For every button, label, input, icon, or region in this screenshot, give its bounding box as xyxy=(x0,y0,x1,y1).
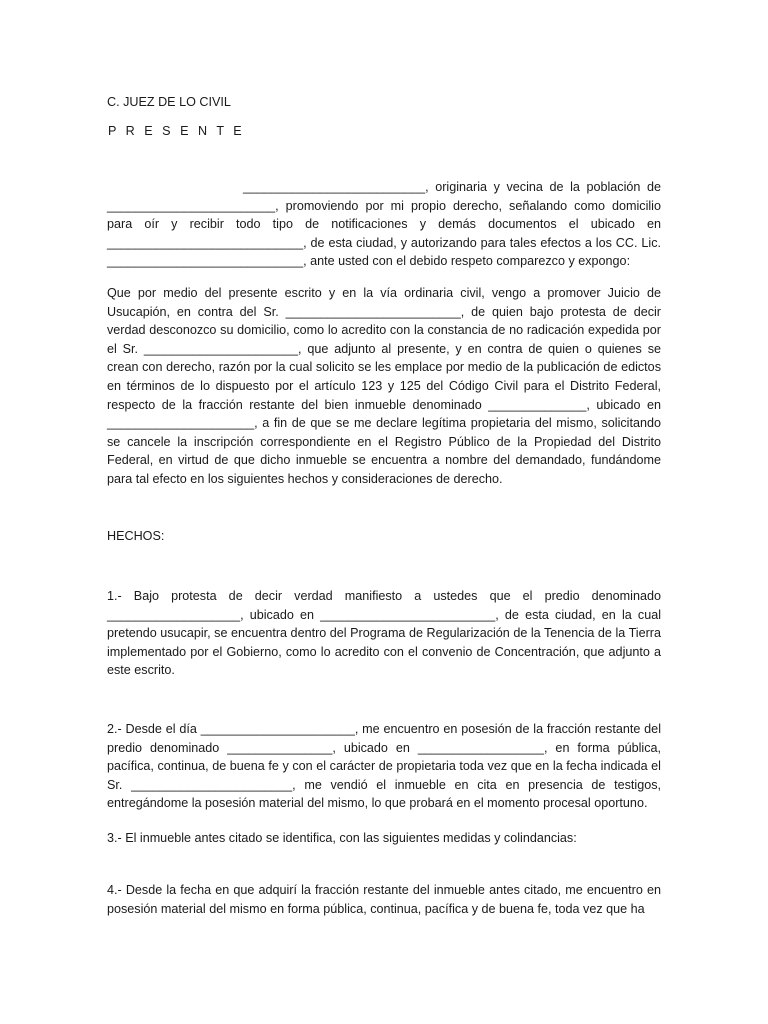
hecho-1-paragraph: 1.- Bajo protesta de decir verdad manifiesto a ustedes que el predio denominado ___________________, ubicado en _________________________, de esta ciudad, en la cual pretendo usucapir, se encuentra dentro del Programa de Regularización de la Tenencia de la Tierra implementado por el Gobierno, como lo acredito con el convenio de Concentración, que adjunto a este escrito. xyxy=(107,589,661,678)
intro-paragraph: __________________________, originaria y vecina de la población de ________________________, promoviendo por mi propio derecho, señalando como domicilio para oír y recibir todo tipo de notificaciones y demás documentos el ubicado en ____________________________, de esta ciudad, y autorizando para tales efectos a los CC. Lic. ____________________________, ante usted con el debido respeto comparezco y expongo: xyxy=(107,180,661,269)
presente-line: P R E S E N T E xyxy=(108,124,245,138)
request-paragraph: Que por medio del presente escrito y en la vía ordinaria civil, vengo a promover Juicio de Usucapión, en contra del Sr. _________________________, de quien bajo protesta de decir verdad desconozco su domicilio, como lo acredito con la constancia de no radicación expedida por el Sr. ______________________, que adjunto al presente, y en contra de quien o quienes se crean con derecho, razón por la cual solicito se les emplace por medio de la publicación de edictos en términos de lo dispuesto por el artículo 123 y 125 del Código Civil para el Distrito Federal, respecto de la fracción restante del bien inmueble denominado ______________, ubicado en _____________________, a fin de que se me declare legítima propietaria del mismo, solicitando se cancele la inscripción correspondiente en el Registro Público de la Propiedad del Distrito Federal, en virtud de que dicho inmueble se encuentra a nombre del demandado, fundándome para tal efecto en los siguientes hechos y consideraciones de derecho. xyxy=(107,286,661,486)
hechos-heading: HECHOS: xyxy=(107,529,165,543)
hecho-2-paragraph: 2.- Desde el día ______________________, me encuentro en posesión de la fracción restante del predio denominado _______________, ubicado en __________________, en forma pública, pacífica, continua, de buena fe y con el carácter de propietaria toda vez que en la fecha indicada el Sr. _______________________, me vendió el inmueble en cita en presencia de testigos, entregándome la posesión material del mismo, lo que probará en el momento procesal oportuno. xyxy=(107,722,661,811)
addressee-line: C. JUEZ DE LO CIVIL xyxy=(107,95,231,109)
hecho-4-paragraph: 4.- Desde la fecha en que adquirí la fracción restante del inmueble antes citado, me encuentro en posesión material del mismo en forma pública, continua, pacífica y de buena fe, toda vez que ha xyxy=(107,883,661,916)
hecho-3-paragraph: 3.- El inmueble antes citado se identifica, con las siguientes medidas y colindancias: xyxy=(107,831,577,845)
